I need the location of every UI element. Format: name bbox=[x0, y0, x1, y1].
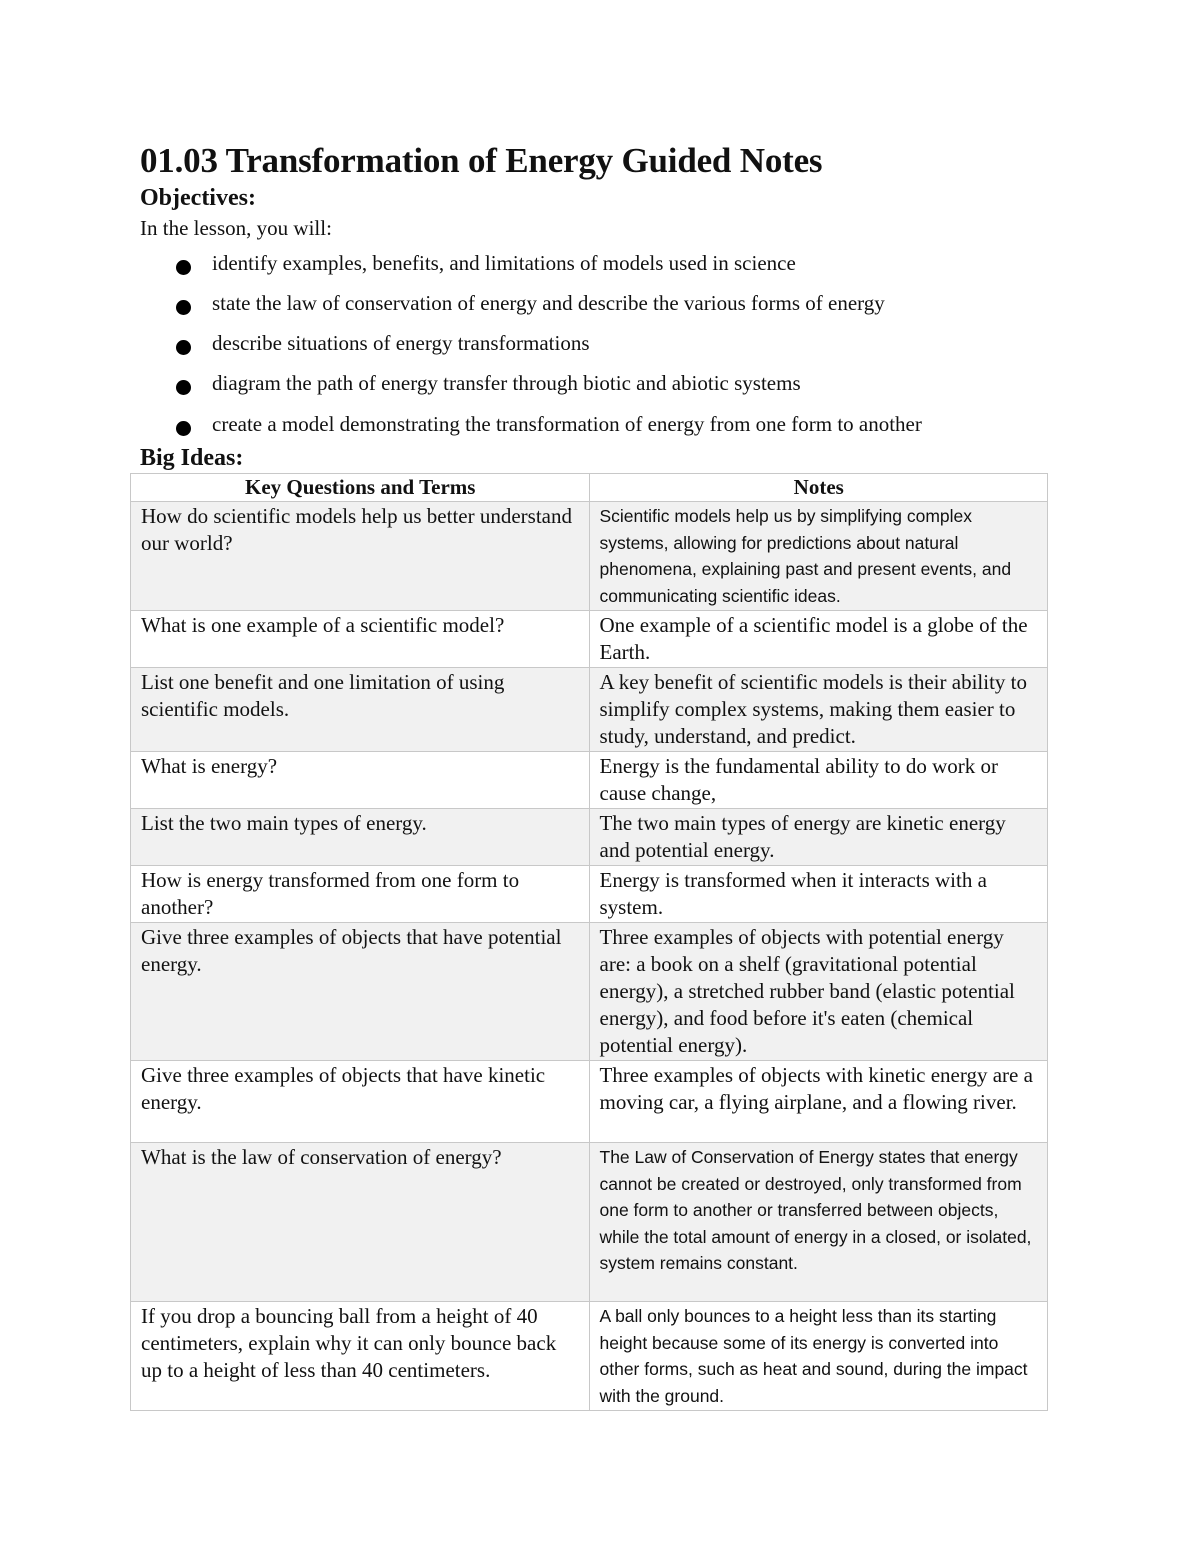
table-header-row bbox=[131, 474, 1048, 502]
table-row bbox=[131, 923, 1048, 1061]
bullet-icon bbox=[176, 260, 191, 275]
table-row bbox=[131, 866, 1048, 923]
question-cell: List the two main types of energy. bbox=[131, 809, 590, 866]
objective-item bbox=[176, 249, 1076, 279]
question-cell: List one benefit and one limitation of using scientific models. bbox=[131, 668, 590, 752]
note-cell: The two main types of energy are kinetic energy and potential energy. bbox=[589, 809, 1048, 866]
table-row bbox=[131, 809, 1048, 866]
note-cell: A ball only bounces to a height less than its starting height because some of its energy is converted into other forms, such as heat and sound, during the impact with the ground. bbox=[589, 1302, 1048, 1411]
document-title: 01.03 Transformation of Energy Guided Notes bbox=[140, 141, 823, 180]
table-row bbox=[131, 611, 1048, 668]
bullet-icon bbox=[176, 380, 191, 395]
objective-text: diagram the path of energy transfer through biotic and abiotic systems bbox=[212, 371, 801, 395]
table-row bbox=[131, 668, 1048, 752]
objective-item bbox=[176, 289, 1076, 319]
objective-item bbox=[176, 369, 1076, 399]
note-cell: Energy is transformed when it interacts with a system. bbox=[589, 866, 1048, 923]
note-cell: A key benefit of scientific models is their ability to simplify complex systems, making them easier to study, understand, and predict. bbox=[589, 668, 1048, 752]
question-cell: What is energy? bbox=[131, 752, 590, 809]
objectives-intro: In the lesson, you will: bbox=[140, 216, 332, 240]
table-row bbox=[131, 1143, 1048, 1302]
note-cell: One example of a scientific model is a globe of the Earth. bbox=[589, 611, 1048, 668]
question-cell: If you drop a bouncing ball from a height of 40 centimeters, explain why it can only bounce back up to a height of less than 40 centimeters. bbox=[131, 1302, 590, 1411]
objective-text: identify examples, benefits, and limitations of models used in science bbox=[212, 251, 796, 275]
question-cell: Give three examples of objects that have potential energy. bbox=[131, 923, 590, 1061]
question-cell: What is the law of conservation of energy? bbox=[131, 1143, 590, 1302]
column-header-questions: Key Questions and Terms bbox=[131, 474, 590, 502]
objective-item bbox=[176, 329, 1076, 359]
table-row bbox=[131, 1061, 1048, 1143]
note-cell: Three examples of objects with kinetic energy are a moving car, a flying airplane, and a flowing river. bbox=[589, 1061, 1048, 1143]
note-cell: Three examples of objects with potential energy are: a book on a shelf (gravitational potential energy), a stretched rubber band (elastic potential energy), and food before it's eaten (chemical potential energy). bbox=[589, 923, 1048, 1061]
note-cell: The Law of Conservation of Energy states that energy cannot be created or destroyed, only transformed from one form to another or transferred between objects, while the total amount of energy in a closed, or isolated, system remains constant. bbox=[589, 1143, 1048, 1302]
objectives-heading: Objectives: bbox=[140, 185, 256, 211]
bullet-icon bbox=[176, 340, 191, 355]
guided-notes-table bbox=[130, 473, 1048, 1411]
bullet-icon bbox=[176, 421, 191, 436]
objective-text: state the law of conservation of energy and describe the various forms of energy bbox=[212, 291, 885, 315]
objective-item bbox=[176, 410, 1076, 440]
question-cell: How is energy transformed from one form to another? bbox=[131, 866, 590, 923]
note-cell: Energy is the fundamental ability to do work or cause change, bbox=[589, 752, 1048, 809]
objective-text: describe situations of energy transformations bbox=[212, 331, 590, 355]
table-row bbox=[131, 1302, 1048, 1411]
big-ideas-heading: Big Ideas: bbox=[140, 445, 244, 471]
question-cell: What is one example of a scientific model? bbox=[131, 611, 590, 668]
table-row bbox=[131, 752, 1048, 809]
note-cell: Scientific models help us by simplifying complex systems, allowing for predictions about natural phenomena, explaining past and present events, and communicating scientific ideas. bbox=[589, 502, 1048, 611]
question-cell: How do scientific models help us better understand our world? bbox=[131, 502, 590, 611]
objective-text: create a model demonstrating the transformation of energy from one form to another bbox=[212, 412, 922, 436]
table-row bbox=[131, 502, 1048, 611]
bullet-icon bbox=[176, 300, 191, 315]
column-header-notes: Notes bbox=[589, 474, 1048, 502]
question-cell: Give three examples of objects that have kinetic energy. bbox=[131, 1061, 590, 1143]
